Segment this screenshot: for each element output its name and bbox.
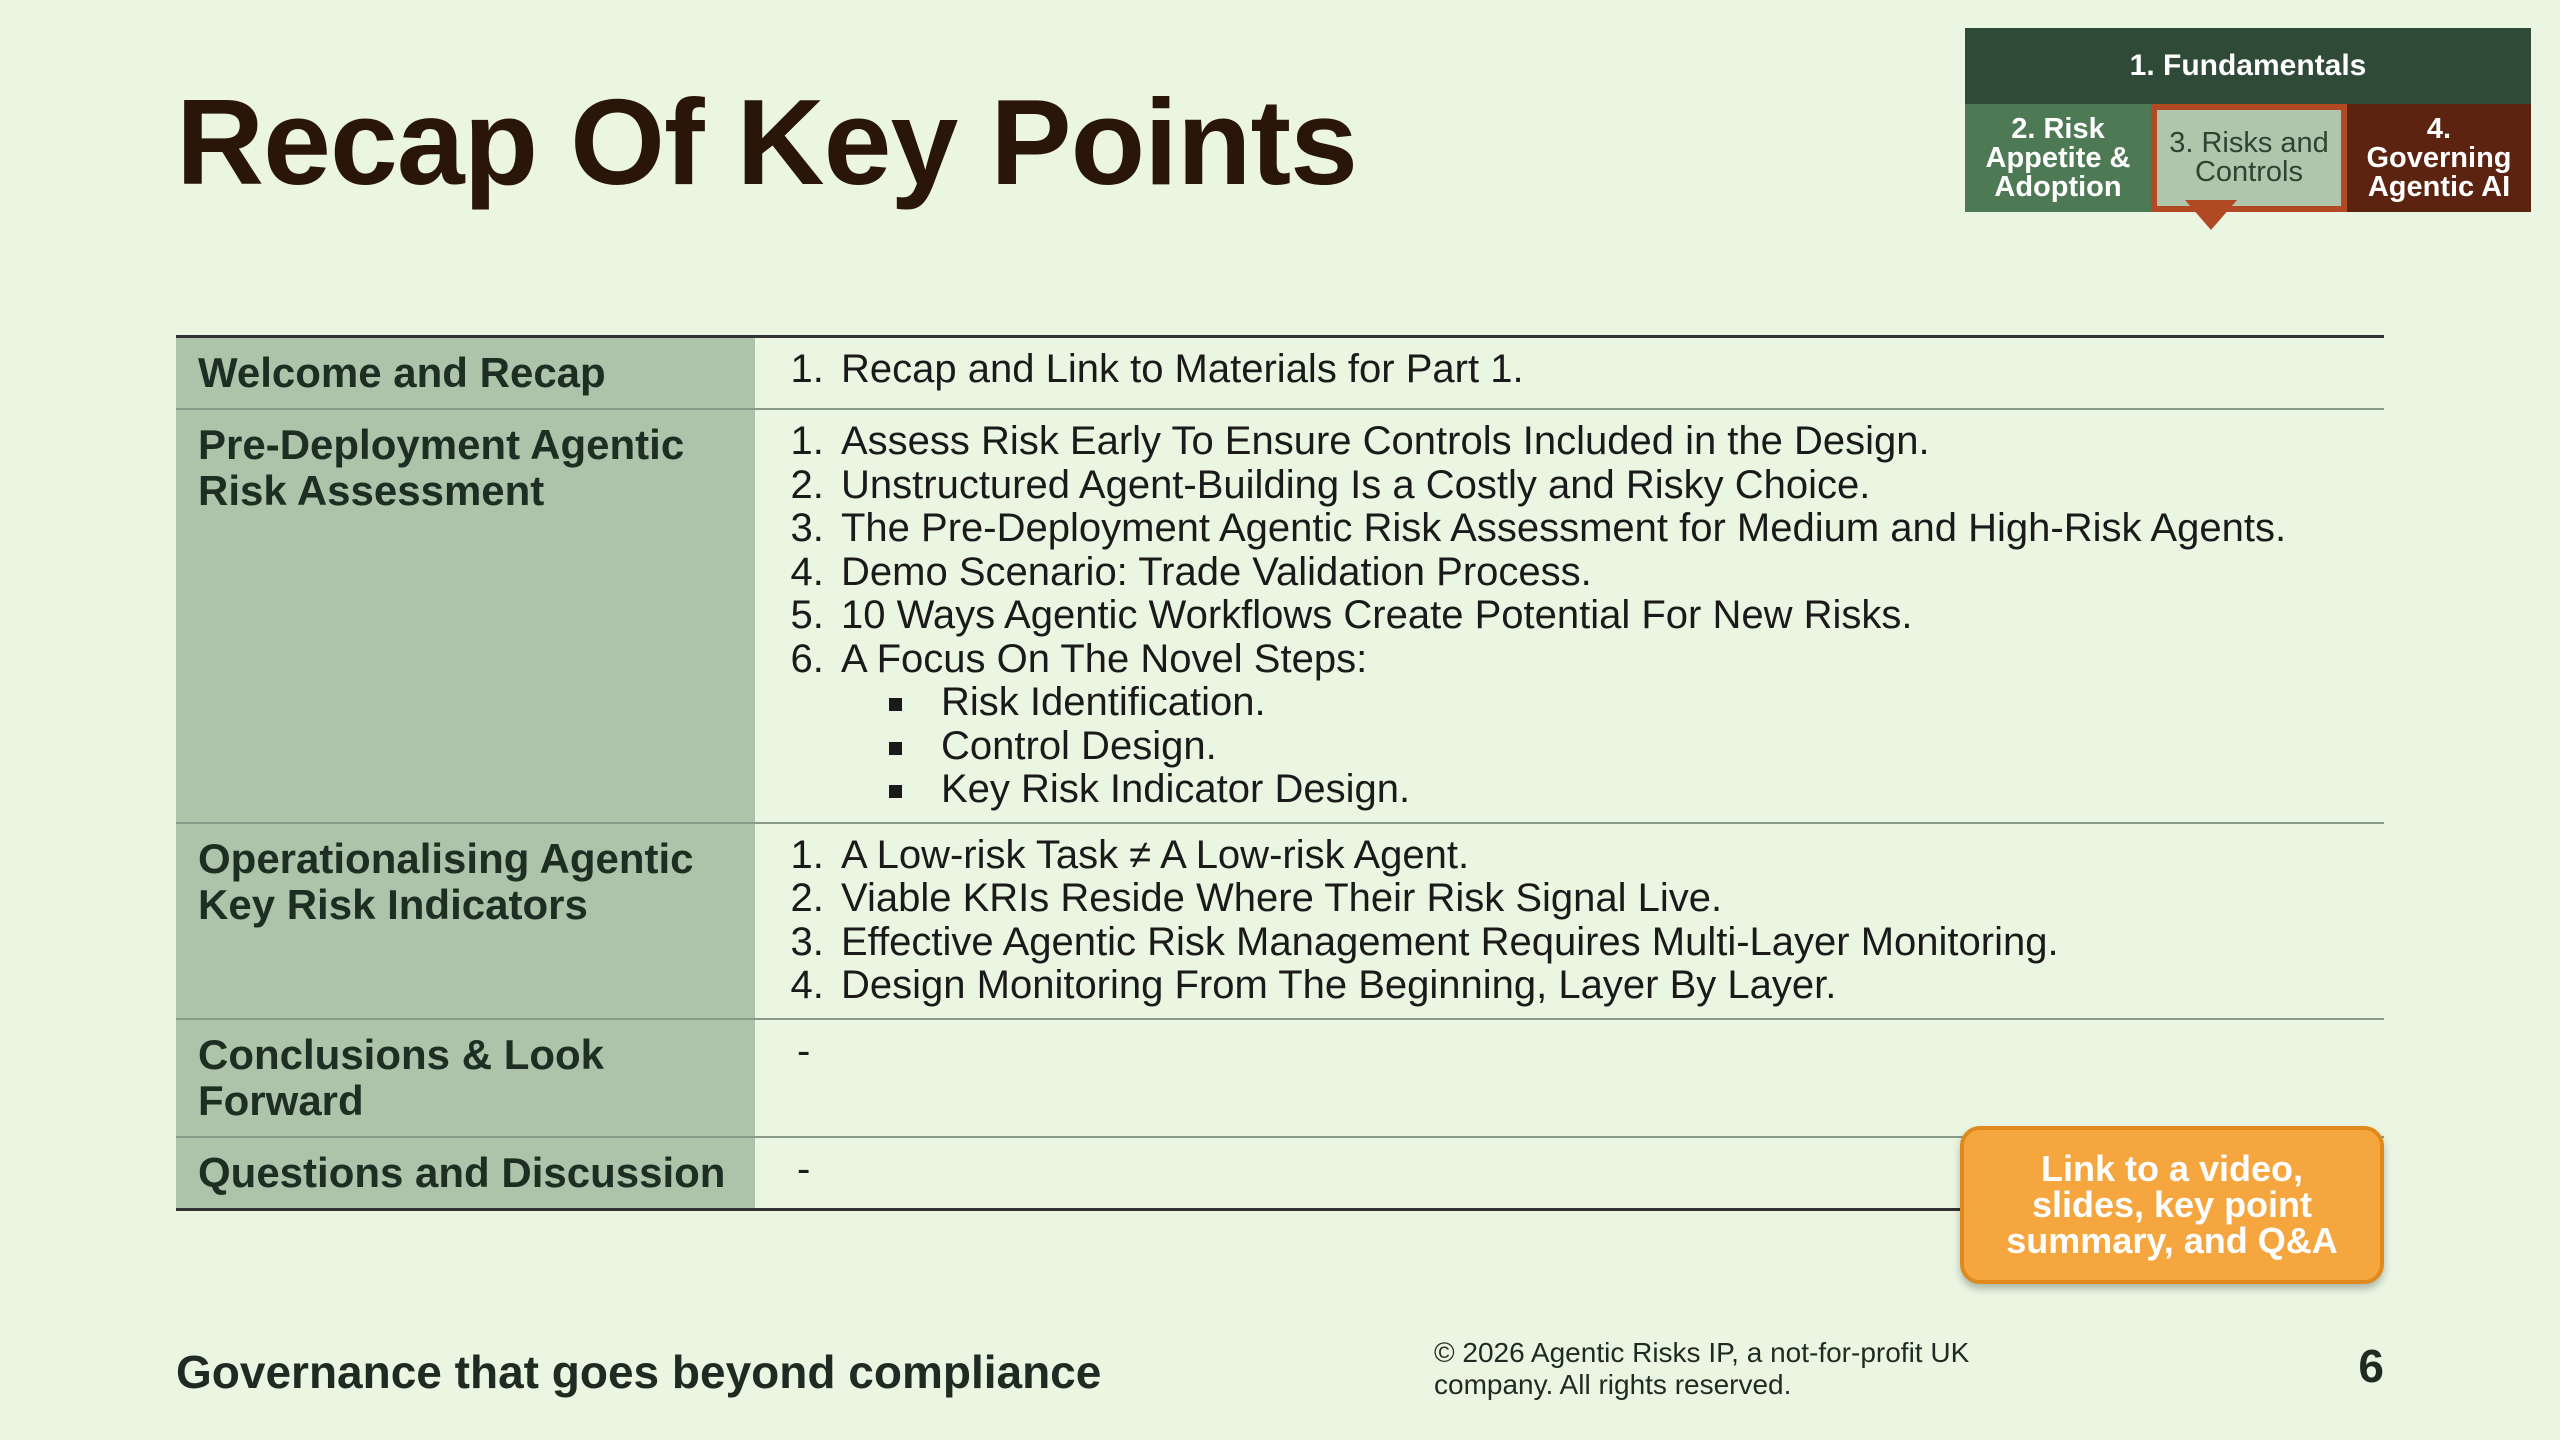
row-label: Conclusions & Look Forward xyxy=(176,1020,755,1136)
table-row xyxy=(176,1018,2384,1136)
sub-list-item: Risk Identification. xyxy=(917,681,2360,725)
list-item: 3. The Pre-Deployment Agentic Risk Assessment for Medium and High-Risk Agents. xyxy=(835,507,2360,551)
footer-tagline: Governance that goes beyond compliance xyxy=(176,1346,1102,1398)
recap-table xyxy=(176,335,2384,1211)
row-label: Questions and Discussion xyxy=(176,1138,755,1208)
list-item: 6. A Focus On The Novel Steps: Risk Identification. Control Design. Key Risk Indicator Design. xyxy=(835,638,2360,812)
nav-risk-appetite[interactable]: 2. Risk Appetite & Adoption xyxy=(1965,104,2151,212)
list-item: 5. 10 Ways Agentic Workflows Create Potential For New Risks. xyxy=(835,594,2360,638)
table-row xyxy=(176,822,2384,1018)
list-item: 1. Recap and Link to Materials for Part 1. xyxy=(835,348,2360,392)
row-content xyxy=(755,338,2384,408)
list-item: 4. Demo Scenario: Trade Validation Process. xyxy=(835,551,2360,595)
footer-copyright: © 2026 Agentic Risks IP, a not-for-profit UK company. All rights reserved. xyxy=(1434,1337,1970,1400)
sub-list-item: Control Design. xyxy=(917,725,2360,769)
section-navigator xyxy=(1965,28,2531,216)
row-label: Pre-Deployment Agentic Risk Assessment xyxy=(176,410,755,822)
row-content xyxy=(755,410,2384,822)
current-section-pointer-icon xyxy=(2185,200,2237,230)
sub-list-item: Key Risk Indicator Design. xyxy=(917,768,2360,812)
list-item: 1. A Low-risk Task ≠ A Low-risk Agent. xyxy=(835,834,2360,878)
list-item: 2. Viable KRIs Reside Where Their Risk Signal Live. xyxy=(835,877,2360,921)
row-content xyxy=(755,1020,2384,1136)
materials-link-button[interactable]: Link to a video, slides, key point summary, and Q&A xyxy=(1960,1126,2384,1284)
nav-fundamentals[interactable]: 1. Fundamentals xyxy=(1965,28,2531,104)
list-item: 3. Effective Agentic Risk Management Requires Multi-Layer Monitoring. xyxy=(835,921,2360,965)
row-content xyxy=(755,824,2384,1018)
nav-risks-and-controls-current[interactable]: 3. Risks and Controls xyxy=(2151,104,2347,212)
page-number: 6 xyxy=(2358,1340,2384,1392)
slide-title: Recap Of Key Points xyxy=(176,74,1357,210)
empty-dash: - xyxy=(797,1146,811,1191)
list-item: 2. Unstructured Agent-Building Is a Costly and Risky Choice. xyxy=(835,464,2360,508)
list-item: 1. Assess Risk Early To Ensure Controls Included in the Design. xyxy=(835,420,2360,464)
table-row xyxy=(176,408,2384,822)
row-label: Operationalising Agentic Key Risk Indicators xyxy=(176,824,755,1018)
table-row xyxy=(176,338,2384,408)
empty-dash: - xyxy=(797,1028,811,1073)
nav-governing-agentic-ai[interactable]: 4. Governing Agentic AI xyxy=(2347,104,2531,212)
row-label: Welcome and Recap xyxy=(176,338,755,408)
list-item: 4. Design Monitoring From The Beginning, Layer By Layer. xyxy=(835,964,2360,1008)
